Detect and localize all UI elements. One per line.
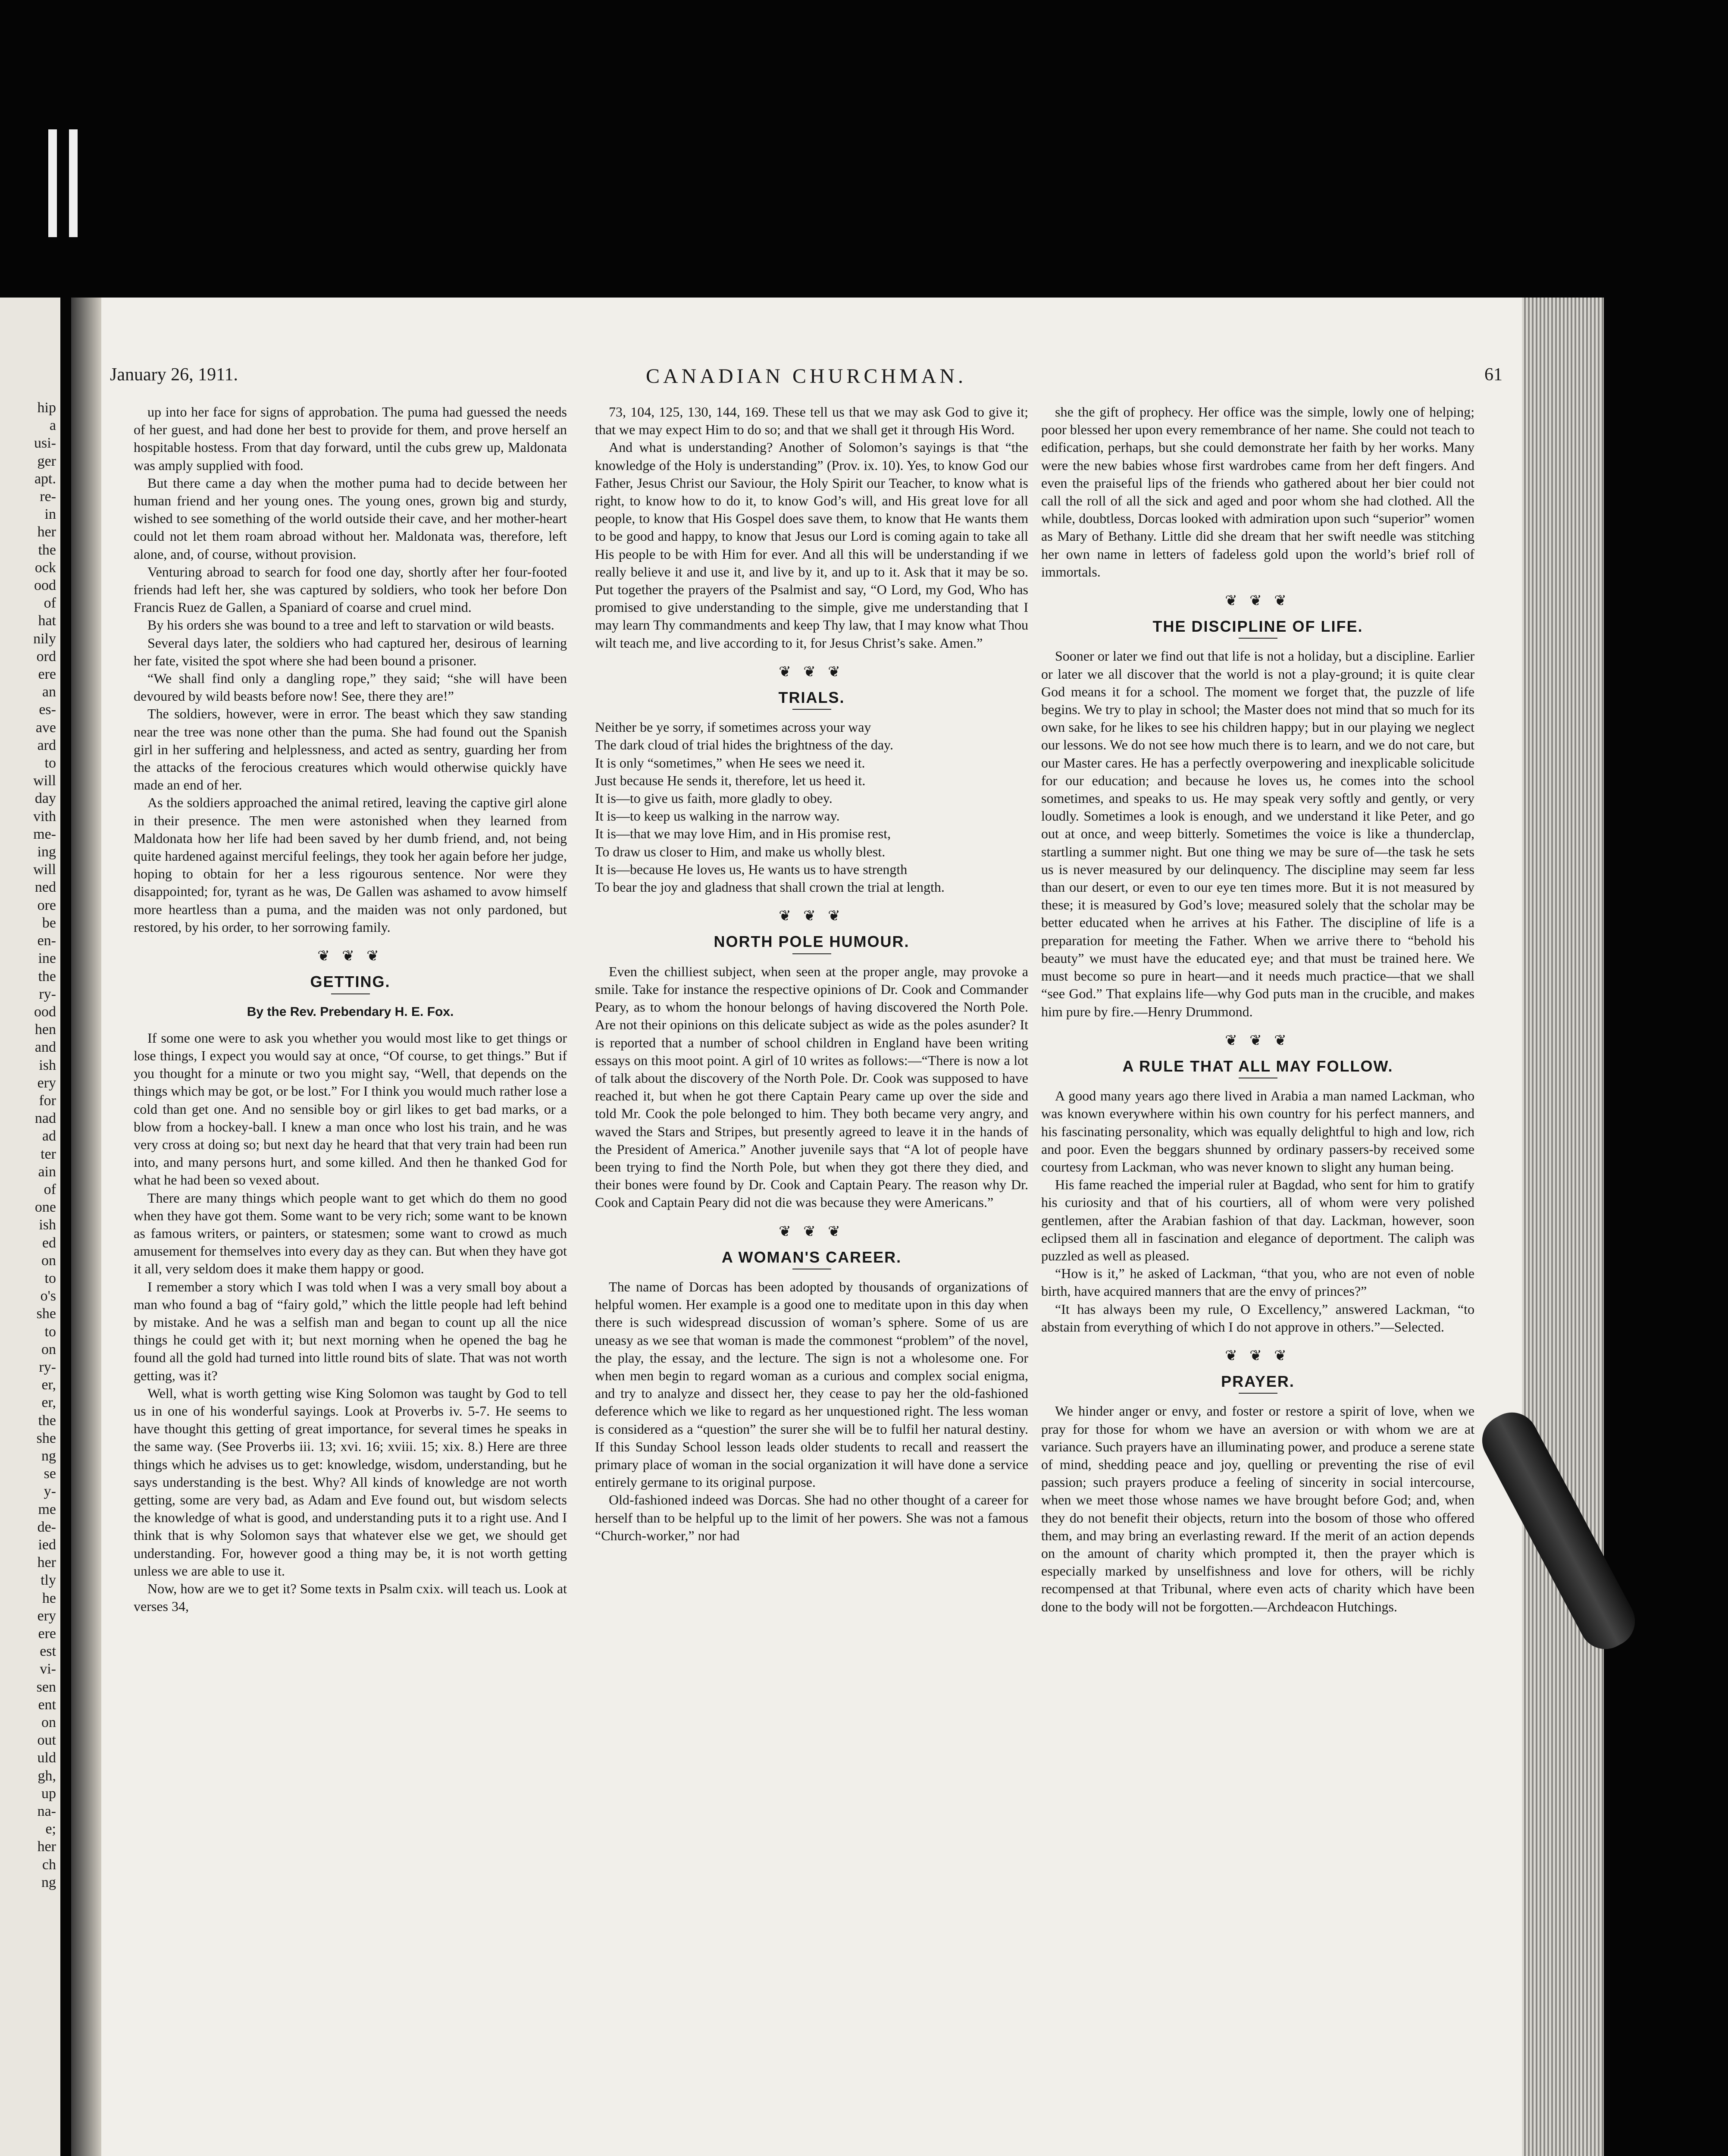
fragment-line: ned: [34, 879, 56, 896]
running-header: [110, 364, 1503, 390]
page-edge: [1522, 298, 1604, 2156]
ornament-divider: ❦ ❦ ❦: [317, 948, 383, 965]
getting-paragraph: If some one were to ask you whether you would most like to get things or lose things, I expect you would say at once, “Of course, to get things.” But if you thought for a minute or two you might say, “Well, that depends on the things which may be got, or be lost.” For I think you would much rather lose a cold than get one. And no sensible boy or girl likes to get bad marks, or a blow from a hockey-ball. I knew a man once who lost his train, and he was very cross at doing so; but next day he heard that that very train had been run into, and many persons hurt, and some killed. And then he thanked God for what he had been so vexed about.: [134, 1030, 567, 1188]
issue-date: January 26, 1911.: [110, 365, 238, 385]
ornament-divider: ❦ ❦ ❦: [1225, 1348, 1291, 1364]
ornament-divider: ❦ ❦ ❦: [779, 908, 845, 924]
fragment-line: the: [38, 1412, 56, 1429]
column-1: [134, 403, 567, 1615]
fragment-line: nily: [33, 630, 56, 647]
fragment-line: ock: [34, 559, 56, 576]
article-title-career: A WOMAN'S CAREER.: [721, 1248, 902, 1266]
fragment-line: hip: [37, 400, 56, 416]
fragment-line: er,: [41, 1377, 56, 1393]
fragment-line: y-: [44, 1483, 56, 1500]
fragment-line: ave: [35, 719, 56, 736]
fragment-line: ry-: [39, 1359, 56, 1375]
fragment-line: de-: [37, 1519, 56, 1535]
fragment-line: est: [40, 1643, 56, 1660]
fragment-line: ain: [38, 1163, 56, 1180]
column-2: [595, 403, 1028, 1545]
fragment-line: re-: [40, 489, 56, 505]
fragment-line: to: [44, 755, 56, 771]
trials-paragraph: Neither be ye sorry, if sometimes across your way: [595, 719, 871, 735]
title-rule: [1239, 1393, 1277, 1394]
fragment-line: apt.: [34, 470, 56, 487]
rule-paragraph: A good many years ago there lived in Arabia a man named Lackman, who was known everywhere within his own country for his perfect manners, and his fascinating personality, which was equally delightful to high and low, rich and poor. Even the beggars shunned by ordinary passers-by received some courtesy from Lackman, who was never known to slight any human being.: [1041, 1088, 1474, 1175]
article-title-prayer: PRAYER.: [1221, 1373, 1295, 1391]
fragment-line: se: [44, 1466, 56, 1482]
fragment-line: tly: [41, 1572, 56, 1589]
fragment-line: me: [38, 1501, 56, 1517]
fragment-line: nad: [34, 1110, 56, 1127]
fragment-line: ter: [41, 1146, 56, 1162]
fragment-line: to: [44, 1323, 56, 1340]
trials-paragraph: It is only “sometimes,” when He sees we need it.: [595, 755, 865, 771]
fragment-line: e;: [45, 1821, 56, 1837]
fragment-line: ng: [41, 1874, 56, 1890]
film-mark-top-2: [69, 129, 78, 237]
getting-paragraph: Well, what is worth getting wise King Solomon was taught by God to tell us in one of his wonderful sayings. Look at Proverbs iv. 5-7. He seems to have thought this getting of great importance, for several times he speaks in the same way. (See Proverbs iii. 13; xvi. 16; xviii. 15; xix. 8.) Here are three things which he advises us to get: knowledge, wisdom, understanding, but he says understanding is the best. Why? All kinds of knowledge are not worth getting, some are very bad, as Adam and Eve found out, but wisdom selects the knowledge of what is good, and understanding puts it to a right use. And I think that is why Solomon says that whatever else we get, we should get understanding. For, however good a thing may be, it is not worth getting unless we are able to use it.: [134, 1385, 567, 1579]
intro-paragraph: 73, 104, 125, 130, 144, 169. These tell us that we may ask God to give it; that we may expect Him to do so; and that we shall get it through His Word.: [595, 404, 1028, 438]
column-3: [1041, 403, 1474, 1616]
fragment-line: ied: [38, 1537, 56, 1553]
fragment-line: on: [41, 1341, 56, 1357]
fragment-line: ch: [42, 1856, 56, 1873]
page-gutter: [71, 298, 101, 2156]
trials-paragraph: It is—that we may love Him, and in His promise rest,: [595, 826, 891, 842]
intro-paragraph: As the soldiers approached the animal retired, leaving the captive girl alone in their presence. The men were astonished when they learned from Maldonata how her life had been saved by her dumb friend, and, not being quite hardened against merciful feelings, they took her again before her judge, hoping to obtain for her a less rigourous sentence. Nor were they disappointed; for, tyrant as he was, De Gallen was ashamed to avow himself more heartless than a puma, and the maiden was not only pardoned, but restored, by his order, to her sorrowing family.: [134, 795, 567, 935]
article-title-humour: NORTH POLE HUMOUR.: [714, 933, 910, 951]
rule-paragraph: His fame reached the imperial ruler at Bagdad, who sent for him to gratify his curiosity and that of his courtiers, all of whom were very polished gentlemen, after the Arabian fashion of that day. Lackman, however, soon eclipsed them all in fascination and elegance of deportment. The caliph was puzzled as well as pleased.: [1041, 1177, 1474, 1263]
fragment-line: ish: [39, 1217, 56, 1233]
ornament-divider: ❦ ❦ ❦: [779, 1223, 845, 1240]
fragment-line: her: [37, 1839, 56, 1855]
intro-paragraph: up into her face for signs of approbation. The puma had guessed the needs of her guest, and had done her best to provide for them, and prove herself an hospitable hostess. From that day forward, until the cubs grew up, Maldonata was amply supplied with food.: [134, 404, 567, 473]
getting-paragraph: There are many things which people want to get which do them no good when they have got them. Some want to be very rich; some want to be known as famous writers, or painters, or statesmen; some want to crowd as much amusement for themselves into every day as they can. But when they have got it all, very seldom does it make them happy or good.: [134, 1190, 567, 1277]
fragment-line: vith: [33, 808, 56, 824]
fragment-line: be: [42, 915, 56, 931]
fragment-line: and: [34, 1039, 56, 1056]
discipline-paragraph: Sooner or later we find out that life is not a holiday, but a discipline. Earlier or later we all discover that the world is not a play-ground; it is quite clear God means it for a school. The moment we forget that, the puzzle of life begins. We try to play in school; the Master does not mind that so much for its own sake, for he likes to see his children happy; but in our playing we neglect our lessons. We do not see how much there is to learn, and we do not care, but our Master cares. He has a perfectly overpowering and inexplicable solicitude for our education; and because he loves us, he comes into the school sometimes, and speaks to us. He may speak very softly and gently, or very loudly. Sometimes a look is enough, and we understand it like Peter, and go out at once, and weep bitterly. Sometimes the voice is like a thunderclap, startling a summer night. But one thing we may be sure of—the task he sets us is never measured by our delinquency. The discipline may seem far less than our desert, or even to our eye ten times more. But it is not measured by these; it is measured by God’s love; measured solely that the scholar may be better educated when he arrives at his Father. The discipline of life is a preparation for meeting the Father. When we arrive there to “behold his beauty” we must have the educated eye; and that must be trained here. We must become so pure in heart—and it needs much practice—that we shall “see God.” That explains life—why God puts man in the crucible, and makes him pure by fire.—Henry Drummond.: [1041, 648, 1474, 1019]
fragment-line: the: [38, 542, 56, 558]
fragment-line: she: [36, 1430, 56, 1446]
fragment-line: er,: [41, 1395, 56, 1411]
fragment-line: ing: [37, 844, 56, 860]
fragment-line: vi-: [40, 1661, 56, 1677]
film-mark-top: [48, 129, 57, 237]
trials-paragraph: It is—to keep us walking in the narrow way.: [595, 808, 840, 824]
fragment-line: the: [38, 968, 56, 984]
fragment-line: she: [36, 1306, 56, 1322]
fragment-line: ry-: [39, 986, 56, 1002]
fragment-line: day: [34, 790, 56, 807]
fragment-line: on: [41, 1252, 56, 1269]
fragment-line: ed: [42, 1235, 56, 1251]
career-paragraph: The name of Dorcas has been adopted by thousands of organizations of helpful women. Her example is a good one to meditate upon in this day when there is such widespread discussion of woman’s sphere. Some of us are uneasy as we see that woman is made the commonest “problem” of the novel, the play, the essay, and the lecture. The sign is not a wholesome one. For when men begin to regard woman as a curious and complex social enigma, and try to analyze and dissect her, they cease to pay her the old-fashioned deference which we like to regard as her unquestioned right. The less woman is considered as a “question” the surer she will be to fulfil her natural destiny. If this Sunday School lesson leads older students to recall and reassert the primary place of woman in the social organization it will have done a service entirely germane to its original purpose.: [595, 1279, 1028, 1490]
fragment-line: of: [44, 1181, 56, 1197]
fragment-line: ood: [34, 577, 56, 594]
fragment-line: a: [49, 417, 56, 434]
fragment-line: ad: [42, 1128, 56, 1144]
getting-paragraph: I remember a story which I was told when I was a very small boy about a man who found a bag of “fairy gold,” which the little people had left behind by mistake. And he was a selfish man and began to count up all the nice things he could get with it; but next morning when he opened the bag he found all the gold had turned into little round bits of slate. That was not worth getting, was it?: [134, 1279, 567, 1383]
rule-paragraph: “How is it,” he asked of Lackman, “that you, who are not even of noble birth, have acquired manners that are the envy of princes?”: [1041, 1266, 1474, 1299]
prayer-paragraph: We hinder anger or envy, and foster or restore a spirit of love, when we pray for those for whom we have an aversion or with whom we are at variance. Such prayers have an illuminating power, and produce a serene state of mind, shedding peace and joy, quelling or preventing the rise of evil passion; such prayers produce a feeling of sincerity in social intercourse, when we meet those whose names we have brought before God; and, when they do not benefit their objects, return into the bosom of those who offered them, and may bring an everlasting reward. If the merit of an action depends on the amount of charity which prompted it, then the prayer which is especially marked by unselfishness and love for others, will be richly recompensed at that Tribunal, where even acts of charity which have been done to the body will not be forgotten.—Archdeacon Hutchings.: [1041, 1403, 1474, 1614]
fragment-line: na-: [37, 1803, 56, 1820]
fragment-line: ood: [34, 1003, 56, 1020]
trials-paragraph: To bear the joy and gladness that shall crown the trial at length.: [595, 879, 945, 895]
fragment-line: to: [44, 1270, 56, 1286]
fragment-line: ent: [38, 1696, 56, 1713]
fragment-line: o's: [40, 1288, 56, 1304]
fragment-line: sen: [36, 1679, 56, 1695]
fragment-line: ard: [37, 737, 56, 753]
fragment-line: of: [44, 595, 56, 611]
intro-paragraph: she the gift of prophecy. Her office was the simple, lowly one of helping; poor blessed her upon every remembrance of her name. She could not teach to edification, perhaps, but she could demonstrate her faith by her works. Many were the new babies whose first wardrobes came from her deft fingers. And even the praiseful lips of the friends who gathered about her bier could not call the roll of all the sick and aged and poor whom she had clothed. All the while, doubtless, Dorcas looked with admiration upon such “superior” women as Mary of Bethany. Little did she dream that her swift needle was stitching her own name in letters of fadeless gold upon the world’s brief roll of immortals.: [1041, 404, 1474, 580]
fragment-line: me-: [33, 826, 56, 842]
career-paragraph: Old-fashioned indeed was Dorcas. She had no other thought of a career for herself than to be helpful up to the limit of her powers. She was not a famous “Church-worker,” nor had: [595, 1492, 1028, 1543]
fragment-line: ore: [37, 897, 56, 913]
fragment-line: in: [44, 506, 56, 523]
fragment-line: usi-: [34, 435, 56, 451]
article-title-getting: GETTING.: [310, 973, 391, 991]
fragment-line: ere: [38, 666, 56, 683]
getting-paragraph: Now, how are we to get it? Some texts in Psalm cxix. will teach us. Look at verses 34,: [134, 1581, 567, 1614]
fragment-line: ere: [38, 1626, 56, 1642]
fragment-line: up: [41, 1785, 56, 1802]
fragment-line: he: [42, 1590, 56, 1606]
article-title-rule: A RULE THAT ALL MAY FOLLOW.: [1122, 1057, 1393, 1075]
fragment-line: will: [33, 773, 56, 789]
fragment-line: will: [33, 862, 56, 878]
poem-title-trials: TRIALS.: [778, 689, 845, 707]
fragment-line: es-: [39, 702, 56, 718]
intro-paragraph: But there came a day when the mother puma had to decide between her human friend and her young ones. The young ones, grown big and sturdy, wished to see something of the world outside their cave, and her mother-heart could not let them roam abroad without her. Maldonata was, therefore, left alone, and, of course, without provision.: [134, 475, 567, 562]
fragment-line: ery: [37, 1608, 56, 1624]
fragment-line: ng: [41, 1448, 56, 1464]
intro-paragraph: Several days later, the soldiers who had captured her, desirous of learning her fate, visited the spot where she had been bound a prisoner.: [134, 635, 567, 668]
fragment-line: hat: [38, 613, 56, 629]
intro-paragraph: By his orders she was bound to a tree and left to starvation or wild beasts.: [147, 617, 554, 633]
page-number: 61: [1484, 365, 1503, 385]
title-rule: [792, 709, 831, 710]
trials-paragraph: It is—because He loves us, He wants us to have strength: [595, 861, 908, 877]
title-rule: [1239, 638, 1277, 639]
ornament-divider: ❦ ❦ ❦: [1225, 593, 1291, 609]
trials-paragraph: It is—to give us faith, more gladly to obey.: [595, 790, 833, 806]
fragment-line: gh,: [38, 1767, 56, 1784]
intro-paragraph: “We shall find only a dangling rope,” they said; “she will have been devoured by wild beasts before now! See, there they are!”: [134, 671, 567, 704]
trials-paragraph: To draw us closer to Him, and make us wholly blest.: [595, 843, 886, 859]
ornament-divider: ❦ ❦ ❦: [1225, 1032, 1291, 1049]
fragment-line: ord: [36, 648, 56, 664]
intro-paragraph: Venturing abroad to search for food one day, shortly after her four-footed friends had left her, she was captured by soldiers, who took her before Don Francis Ruez de Gallen, a Spaniard of coarse and cruel mind.: [134, 564, 567, 615]
fragment-line: ine: [38, 950, 56, 967]
fragment-line: ger: [37, 453, 56, 469]
newspaper-title: CANADIAN CHURCHMAN.: [645, 365, 967, 388]
fragment-line: one: [34, 1199, 56, 1216]
fragment-line: uld: [37, 1750, 56, 1766]
fragment-line: ish: [39, 1057, 56, 1073]
title-rule: [331, 993, 370, 994]
title-rule: [792, 953, 831, 954]
trials-paragraph: The dark cloud of trial hides the brightness of the day.: [595, 737, 893, 753]
article-title-discipline: THE DISCIPLINE OF LIFE.: [1152, 617, 1363, 636]
fragment-line: ery: [37, 1075, 56, 1091]
fragment-line: on: [41, 1714, 56, 1731]
ornament-divider: ❦ ❦ ❦: [779, 664, 845, 680]
intro-paragraph: And what is understanding? Another of Solomon’s sayings is that “the knowledge of the Holy is understanding” (Prov. ix. 10). Yes, to know God our Father, Jesus Christ our Saviour, the Holy Spirit our Teacher, to know what is right, to know how to do it, to know God’s will, and His great love for all people, to know that His Gospel does save them, to know that He wants them to be good and happy, to know that Jesus our Lord is coming again to take all His people to be with Him for ever. And all this will be understanding if we really believe it and use it, and live by it, and up to it. Ask that it may be so. Put together the prayers of the Psalmist and say, “O Lord, my God, Who has promised to give understanding to the simple, give me understanding that I may learn Thy commandments and keep Thy law, that I may know what Thou wilt teach me, and live according to it, for Jesus Christ’s sake. Amen.”: [595, 439, 1028, 651]
fragment-line: her: [37, 1554, 56, 1571]
fragment-line: for: [39, 1092, 56, 1109]
intro-paragraph: The soldiers, however, were in error. The beast which they saw standing near the tree was none other than the puma. She had found out the Spanish girl in her suffering and helplessness, and acted as sentry, guarding her from the attacks of the ferocious creatures which would otherwise quickly have made an end of her.: [134, 706, 567, 793]
humour-paragraph: Even the chilliest subject, when seen at the proper angle, may provoke a smile. Take for instance the respective opinions of Dr. Cook and Commander Peary, as to whom the honour belongs of having discovered the North Pole. Are not their opinions on this delicate subject as wide as the poles asunder? It is reported that a number of school children in England have been writing essays on this moot point. A girl of 10 writes as follows:—“There is now a lot of talk about the discovery of the North Pole. Dr. Cook was supposed to have reached it, but when he got there Captain Peary came up over the side and told Mr. Cook the pole belonged to him. They both became very angry, and waved the Stars and Stripes, but presently agreed to leave it in the hands of the President of America.” Another juvenile says that “A lot of people have been trying to find the North Pole, but when they got there they died, and their bones were found by Dr. Cook and Captain Peary. The reason why Dr. Cook and Captain Peary did not die was because they were Americans.”: [595, 963, 1028, 1210]
fragment-line: hen: [34, 1022, 56, 1038]
rule-paragraph: “It has always been my rule, O Excellency,” answered Lackman, “to abstain from everything of which I do not approve in others.”—Selected.: [1041, 1301, 1474, 1335]
article-byline: By the Rev. Prebendary H. E. Fox.: [247, 1004, 454, 1019]
fragment-line: an: [42, 684, 56, 700]
fragment-line: en-: [37, 933, 56, 949]
fragment-line: out: [37, 1732, 56, 1749]
adjacent-page-fragment: [0, 298, 60, 2156]
fragment-line: her: [37, 524, 56, 540]
trials-paragraph: Just because He sends it, therefore, let us heed it.: [595, 772, 866, 788]
